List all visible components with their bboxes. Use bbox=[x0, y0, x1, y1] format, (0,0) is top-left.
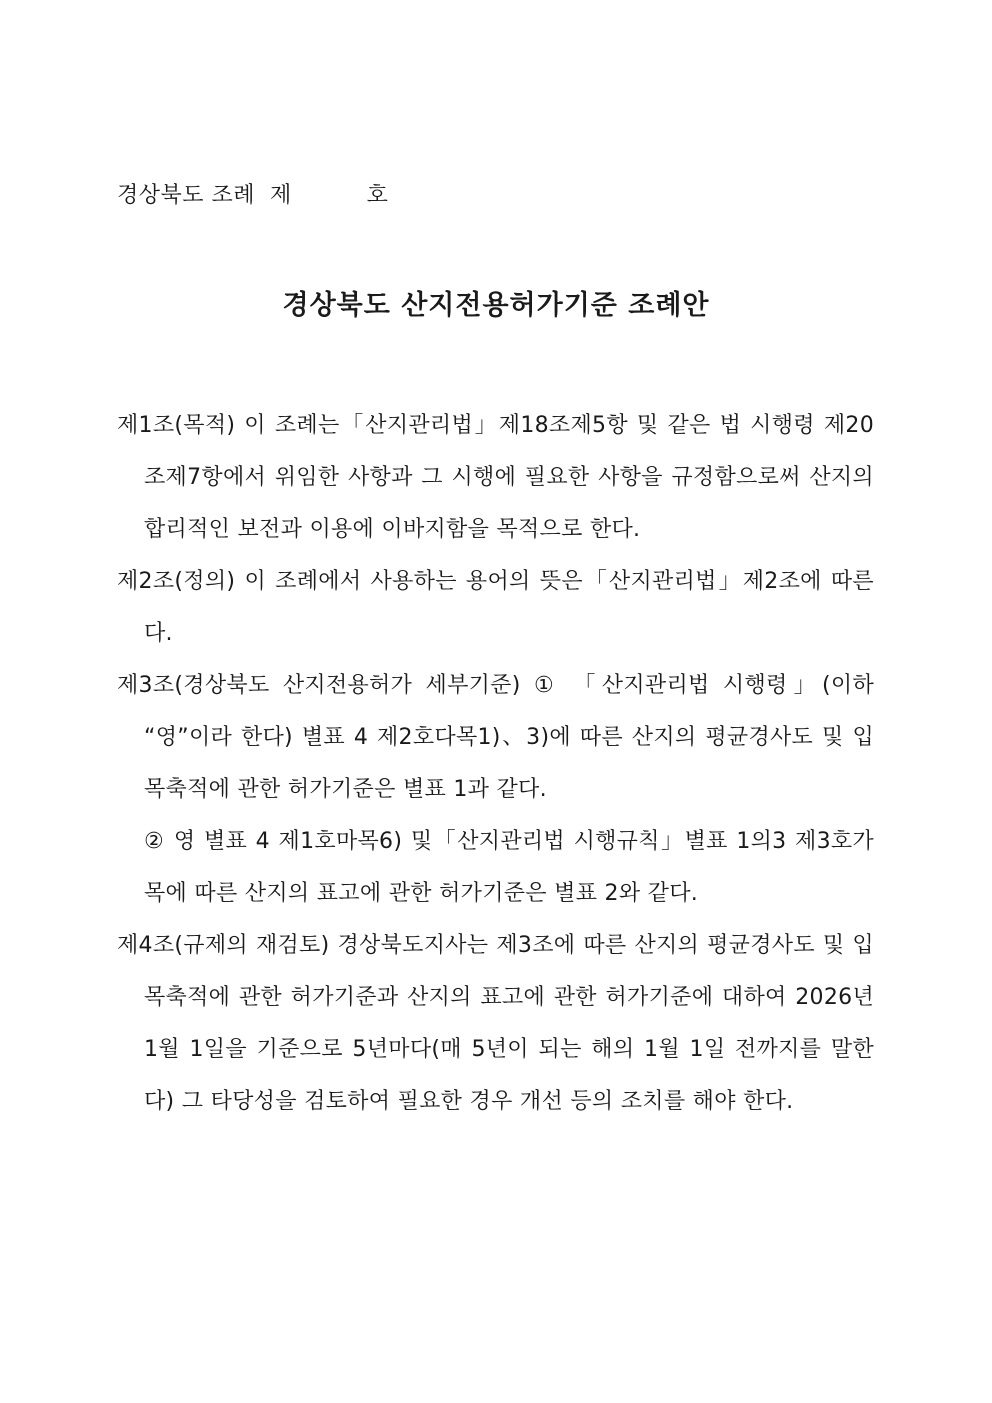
document-title: 경상북도 산지전용허가기준 조례안 bbox=[282, 290, 710, 321]
article-3-clause-2: ② 영 별표 4 제1호마목6) 및「산지관리법 시행규칙」별표 1의3 제3호가목에 따른 산지의 표고에 관한 허가기준은 별표 2와 같다. bbox=[144, 829, 874, 906]
article-1-purpose: 제1조(목적) 이 조례는「산지관리법」제18조제5항 및 같은 법 시행령 제20조제7항에서 위임한 사항과 그 시행에 필요한 사항을 규정함으로써 산지의 합리적인 보전과 이용에 이바지함을 목적으로 한다. bbox=[117, 413, 874, 542]
articles-body bbox=[117, 400, 874, 1128]
article-4-regulation-review: 제4조(규제의 재검토) 경상북도지사는 제3조에 따른 산지의 평균경사도 및 입목축적에 관한 허가기준과 산지의 표고에 관한 허가기준에 대하여 2026년 1월 1일을 기준으로 5년마다(매 5년이 되는 해의 1월 1일 전까지를 말한다) 그 타당성을 검토하여 필요한 경우 개선 등의 조치를 해야 한다. bbox=[117, 933, 874, 1114]
article-3-clause-1: 제3조(경상북도 산지전용허가 세부기준) ① 「산지관리법 시행령」(이하 “영”이라 한다) 별표 4 제2호다목1)、3)에 따른 산지의 평균경사도 및 입목축적에 관한 허가기준은 별표 1과 같다. bbox=[117, 673, 874, 802]
article-2-definitions: 제2조(정의) 이 조례에서 사용하는 용어의 뜻은「산지관리법」제2조에 따른다. bbox=[117, 569, 874, 646]
ordinance-number-line: 경상북도 조례 제 호 bbox=[117, 183, 389, 208]
